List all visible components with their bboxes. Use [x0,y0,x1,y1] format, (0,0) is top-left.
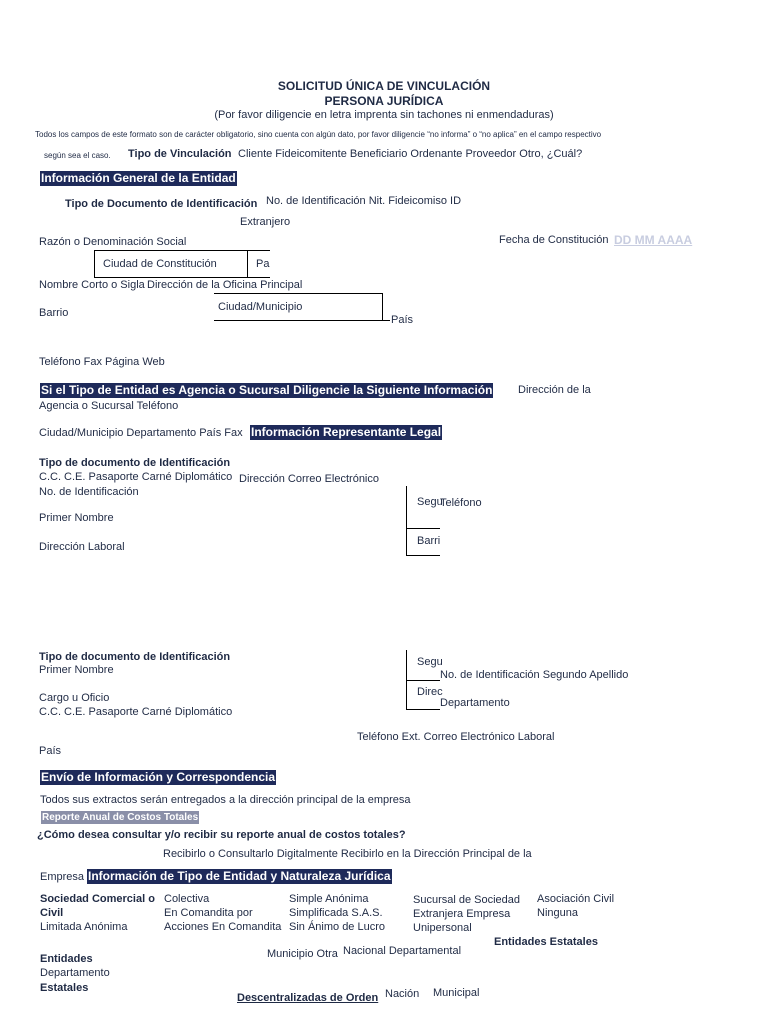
extractos-text: Todos sus extractos serán entregados a la dirección principal de la empresa [40,794,411,806]
section-legal-rep: Información Representante Legal [251,425,442,439]
fecha-constitucion-label: Fecha de Constitución [499,234,609,246]
legal-box-bottom-1 [406,528,440,529]
pais-constitucion-label: Pa [256,258,270,270]
person2-box-bottom-1 [406,680,440,681]
section-entity-info: Información General de la Entidad [41,171,236,185]
person2-telefono-laboral: Teléfono Ext. Correo Electrónico Laboral [357,731,555,743]
legal-telefono: Teléfono [440,497,482,509]
person2-pais: País [39,745,62,757]
ciudad-constitucion-label: Ciudad de Constitución [103,258,217,270]
person2-box-left-2 [406,680,407,710]
person2-doc-type-label: Tipo de documento de Identificación [39,651,231,663]
option-comandita-por[interactable]: En Comandita por [164,907,253,919]
reporte-empresa[interactable]: Empresa [40,871,85,883]
section-agency: Si el Tipo de Entidad es Agencia o Sucursal Diligencie la Siguiente Información [41,383,493,397]
person2-departamento: Departamento [440,697,510,709]
option-simplificada[interactable]: Simplificada S.A.S. [289,907,383,919]
contacto-label: Teléfono Fax Página Web [39,356,165,368]
person2-no-id-apellido: No. de Identificación Segundo Apellido [440,669,629,681]
legal-segundo-cut: Segu [417,496,443,508]
direccion-principal-label: Dirección de la Oficina Principal [147,279,303,291]
vinculacion-label: Tipo de Vinculación [128,148,232,160]
option-colectiva[interactable]: Colectiva [164,893,210,905]
sociedad-label-2: Civil [40,907,64,919]
form-instructions: (Por favor diligencie en letra imprenta sin tachones ni enmendaduras) [214,109,554,121]
person2-box-bottom-2 [406,709,440,710]
person2-cargo: Cargo u Oficio [39,692,110,704]
legal-direccion-laboral: Dirección Laboral [39,541,125,553]
reporte-options[interactable]: Recibirlo o Consultarlo Digitalmente Recibirlo en la Dirección Principal de la [163,848,532,860]
person2-segundo-cut: Segu [417,656,443,668]
entidades-estatales-label: Entidades Estatales [494,936,598,948]
legal-box-bottom-2 [406,555,440,556]
estatales-label: Estatales [40,982,89,994]
option-extranjera-empresa[interactable]: Extranjera Empresa [413,908,511,920]
direccion-principal-line [214,293,382,294]
legal-box-left-2 [406,528,407,556]
sociedad-limitada[interactable]: Limitada Anónima [40,921,128,933]
option-simple-anonima[interactable]: Simple Anónima [289,893,369,905]
section-reporte-anual: Reporte Anual de Costos Totales [42,812,199,823]
ciudad-municipio-line [214,320,390,321]
option-nacional-departamental[interactable]: Nacional Departamental [343,945,462,957]
legal-no-id: No. de Identificación [39,486,139,498]
legal-direccion-correo: Dirección Correo Electrónico [239,473,379,485]
form-subtitle-type: PERSONA JURÍDICA [324,94,444,108]
option-asociacion-civil[interactable]: Asociación Civil [537,893,615,905]
form-notice: Todos los campos de este formato son de carácter obligatorio, sino cuenta con algún dato, por favor diligencie “no informa” o “no aplica” en el campo respectivo [35,130,602,139]
person2-direccion-cut: Direc [417,686,443,698]
option-nacion[interactable]: Nación [385,988,420,1000]
descentralizadas-label: Descentralizadas de Orden [237,992,379,1004]
nombre-corto-label: Nombre Corto o Sigla [39,279,145,291]
sociedad-label-1: Sociedad Comercial o [40,893,155,905]
person2-doc-options[interactable]: C.C. C.E. Pasaporte Carné Diplomático [39,706,233,718]
legal-barrio-cut: Barri [417,535,441,547]
person2-primer-nombre: Primer Nombre [39,664,114,676]
option-municipio-otra[interactable]: Municipio Otra [267,948,338,960]
doc-type-extranjero[interactable]: Extranjero [240,216,291,228]
departamento-label[interactable]: Departamento [40,967,110,979]
legal-primer-nombre: Primer Nombre [39,512,114,524]
agency-ubicacion: Ciudad/Municipio Departamento País Fax [39,427,243,439]
ciudad-municipio-label: Ciudad/Municipio [218,301,303,313]
reporte-question: ¿Cómo desea consultar y/o recibir su reporte anual de costos totales? [37,829,406,841]
barrio-label: Barrio [39,307,69,319]
doc-type-label: Tipo de Documento de Identificación [65,198,258,210]
form-notice-cont: según sea el caso. [44,151,111,160]
legal-box-left-1 [406,486,407,528]
option-unipersonal[interactable]: Unipersonal [413,922,472,934]
pais-label: País [391,314,414,326]
section-correspondence: Envío de Información y Correspondencia [41,770,276,784]
entidades-label: Entidades [40,953,93,965]
agency-direccion-label: Dirección de la [518,384,591,396]
option-sin-animo[interactable]: Sin Ánimo de Lucro [289,921,385,933]
doc-type-options[interactable]: No. de Identificación Nit. Fideicomiso ID [266,195,462,207]
fecha-constitucion-input[interactable]: DD MM AAAA [614,233,693,247]
option-ninguna[interactable]: Ninguna [537,907,578,919]
ciudad-box-divider [382,293,383,320]
vinculacion-options[interactable]: Cliente Fideicomitente Beneficiario Ordenante Proveedor Otro, ¿Cuál? [238,148,583,160]
person2-box-left-1 [406,650,407,680]
legal-doc-options[interactable]: C.C. C.E. Pasaporte Carné Diplomático [39,471,233,483]
option-municipal[interactable]: Municipal [433,987,480,999]
razon-social-label: Razón o Denominación Social [39,236,187,248]
section-entity-type: Información de Tipo de Entidad y Naturaleza Jurídica [88,869,391,883]
agency-direccion-telefono: Agencia o Sucursal Teléfono [39,400,179,412]
form-title: SOLICITUD ÚNICA DE VINCULACIÓN [277,79,491,93]
option-acciones-comandita[interactable]: Acciones En Comandita [164,921,282,933]
option-sucursal-sociedad[interactable]: Sucursal de Sociedad [413,894,521,906]
legal-doc-type-label: Tipo de documento de Identificación [39,457,231,469]
